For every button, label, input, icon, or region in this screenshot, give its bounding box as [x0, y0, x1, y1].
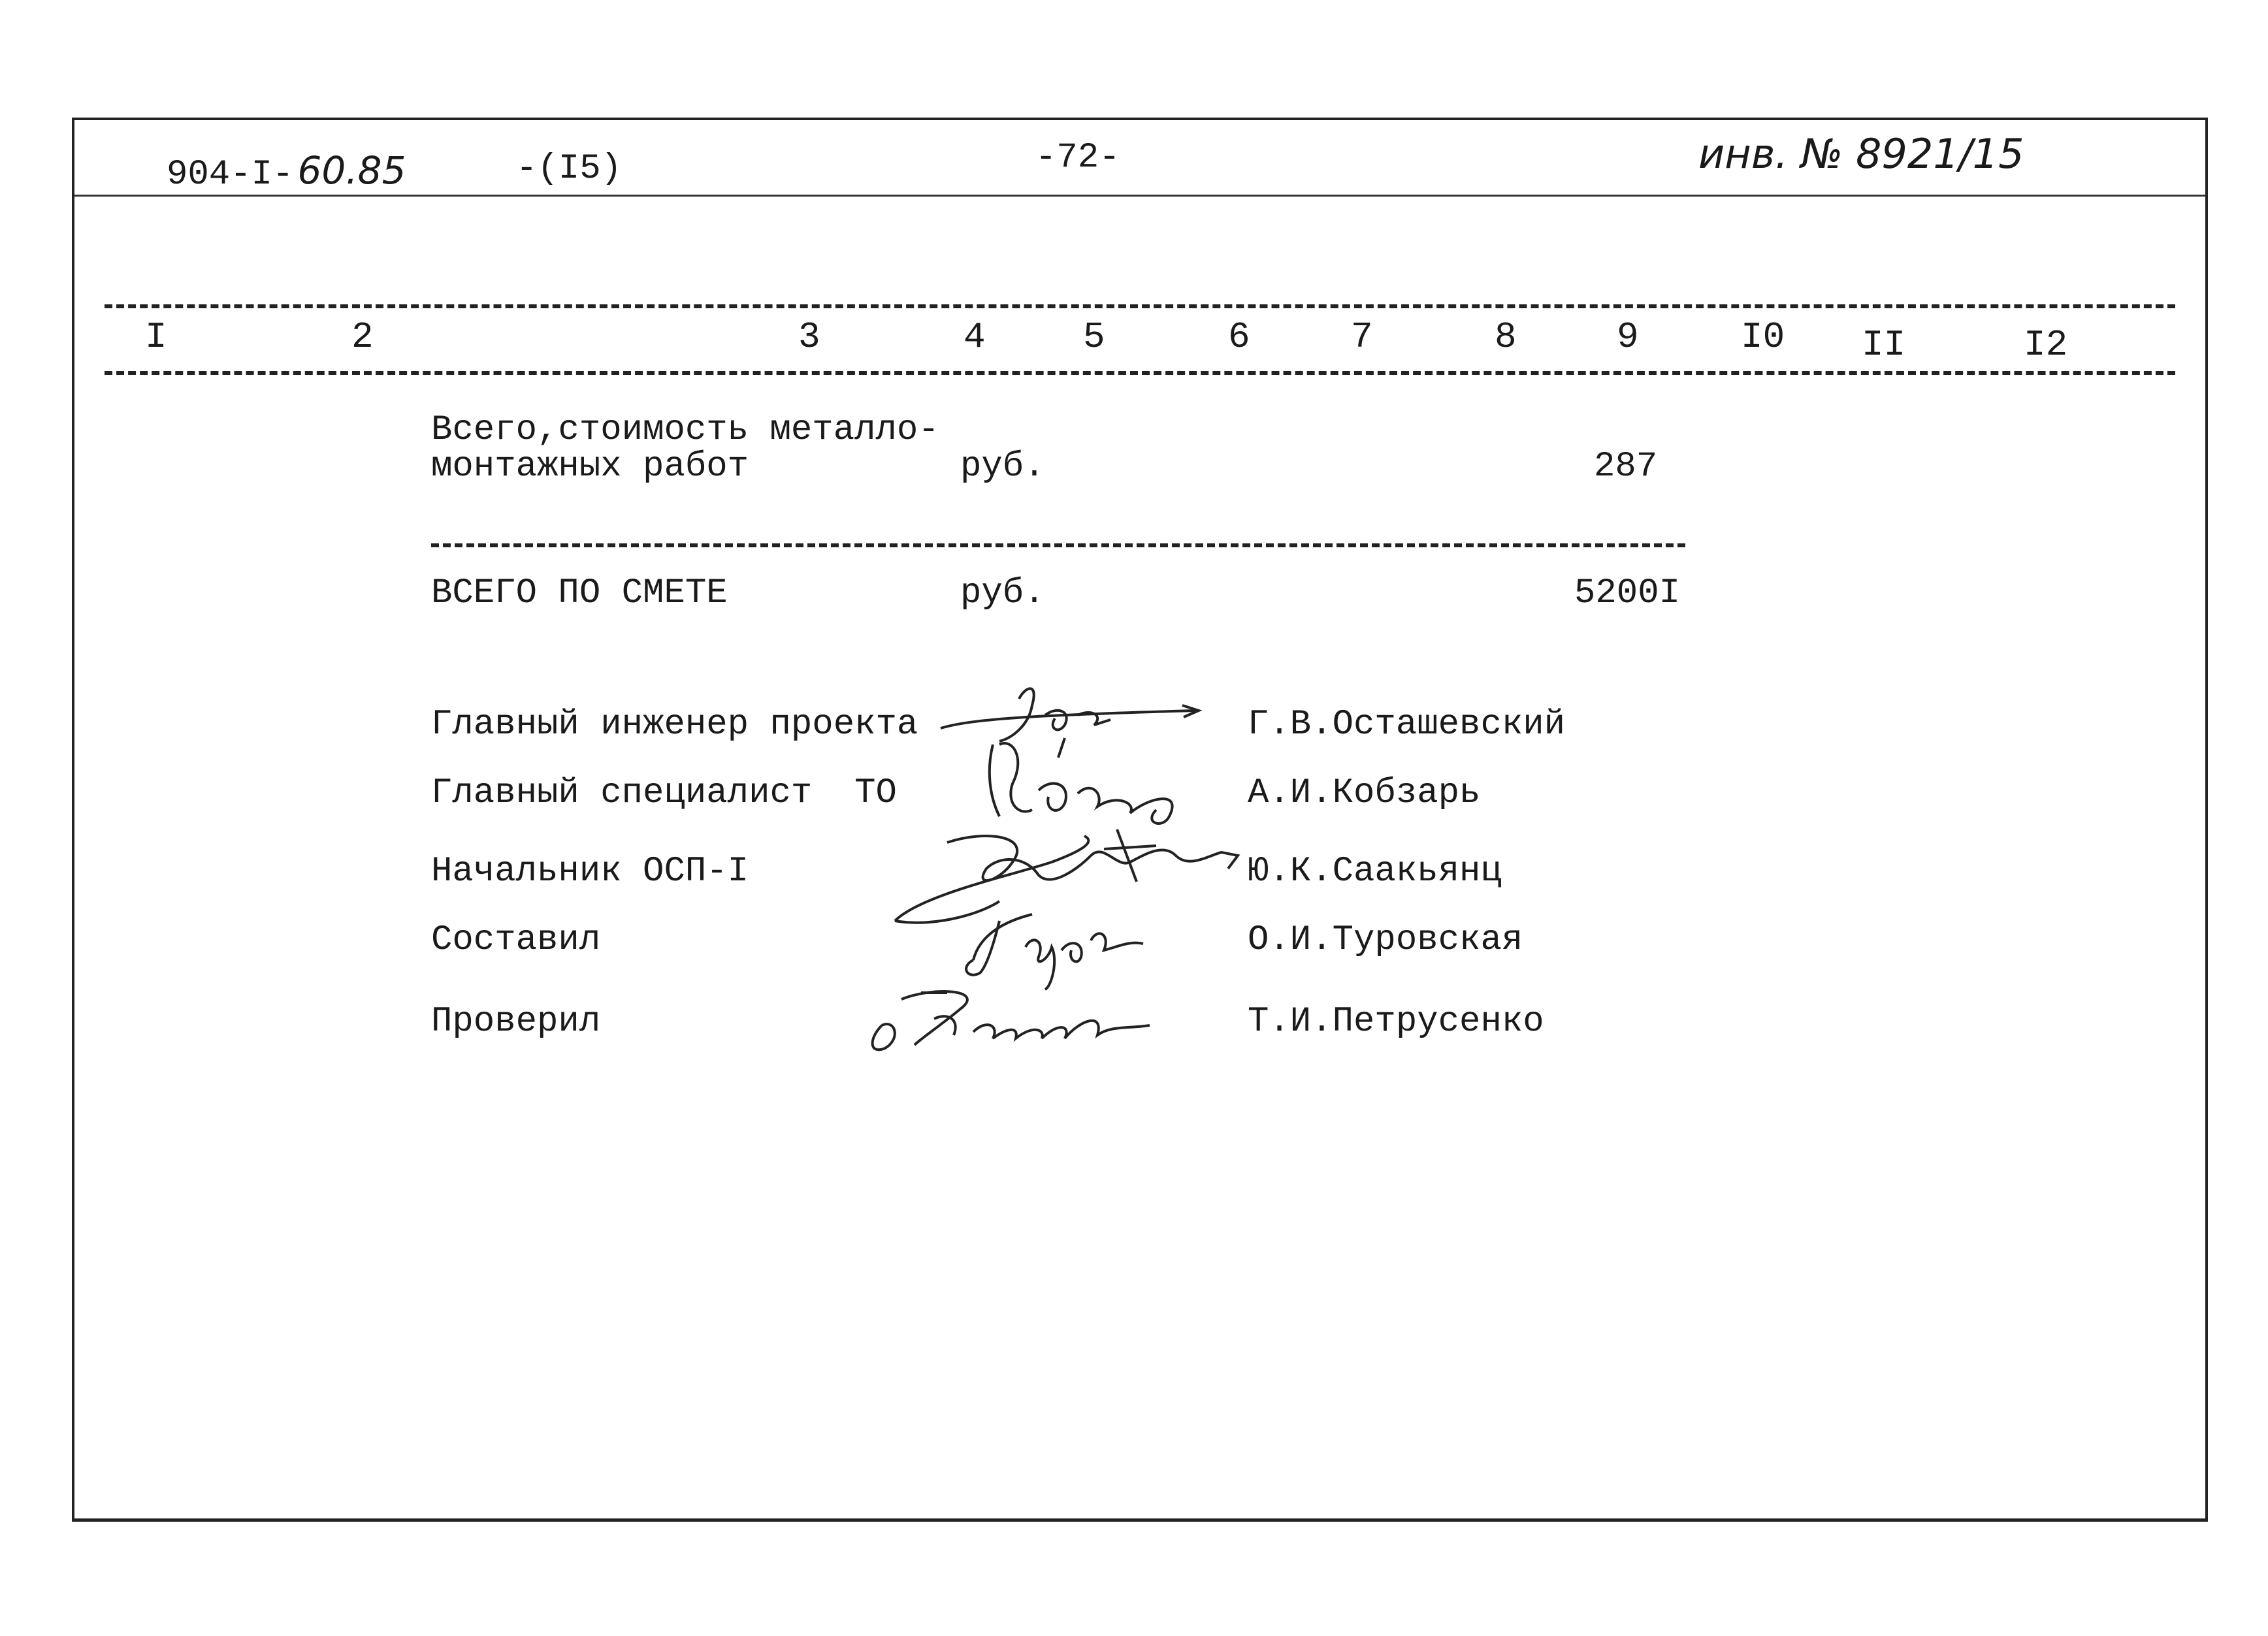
metal-works-label-line1: Всего,стоимость металло- — [431, 410, 939, 450]
column-number: 8 — [1495, 316, 1517, 358]
doc-code-printed: 904-I- — [167, 155, 294, 195]
signer-position: Главный специалист ТО — [431, 773, 897, 813]
signer-position: Начальник ОСП-I — [431, 852, 749, 891]
column-number: 4 — [964, 316, 986, 358]
page-number: -72- — [1035, 138, 1120, 178]
header-divider — [74, 195, 2205, 197]
signer-position: Составил — [431, 920, 601, 960]
column-header-top-dash — [105, 304, 2175, 308]
grand-total-label: ВСЕГО ПО СМЕТЕ — [431, 573, 728, 613]
grand-total-unit: руб. — [960, 573, 1045, 613]
column-number: 6 — [1228, 316, 1250, 358]
column-number: 3 — [798, 316, 820, 358]
signer-name: Г.В.Осташевский — [1248, 705, 1566, 745]
column-number: 9 — [1617, 316, 1639, 358]
signature-scribble-checker — [856, 973, 1156, 1058]
column-header-bottom-dash — [105, 371, 2175, 375]
signer-position: Проверил — [431, 1002, 601, 1042]
metal-works-value: 287 — [1594, 447, 1658, 487]
inventory-number: инв. № 8921/15 — [1698, 130, 2024, 178]
totals-separator-dash — [431, 543, 1685, 547]
grand-total-value: 5200I — [1574, 573, 1681, 613]
metal-works-label-line2: монтажных работ — [431, 447, 749, 487]
column-number: 5 — [1083, 316, 1105, 358]
doc-code — [167, 148, 406, 195]
column-number: I — [145, 316, 167, 358]
metal-works-unit: руб. — [960, 447, 1045, 487]
column-number: I0 — [1741, 316, 1785, 358]
column-number: 7 — [1351, 316, 1373, 358]
signer-name: Т.И.Петрусенко — [1248, 1002, 1544, 1042]
signer-name: Ю.К.Саакьянц — [1248, 852, 1502, 891]
signer-position: Главный инженер проекта — [431, 705, 918, 745]
signer-name: О.И.Туровская — [1248, 920, 1523, 960]
column-number: 2 — [351, 316, 374, 358]
signer-name: А.И.Кобзарь — [1248, 773, 1481, 813]
column-number: II — [1862, 324, 1906, 366]
column-number: I2 — [2024, 324, 2068, 366]
doc-code-handwritten: 60.85 — [297, 148, 406, 193]
section-number: -(I5) — [516, 149, 623, 189]
